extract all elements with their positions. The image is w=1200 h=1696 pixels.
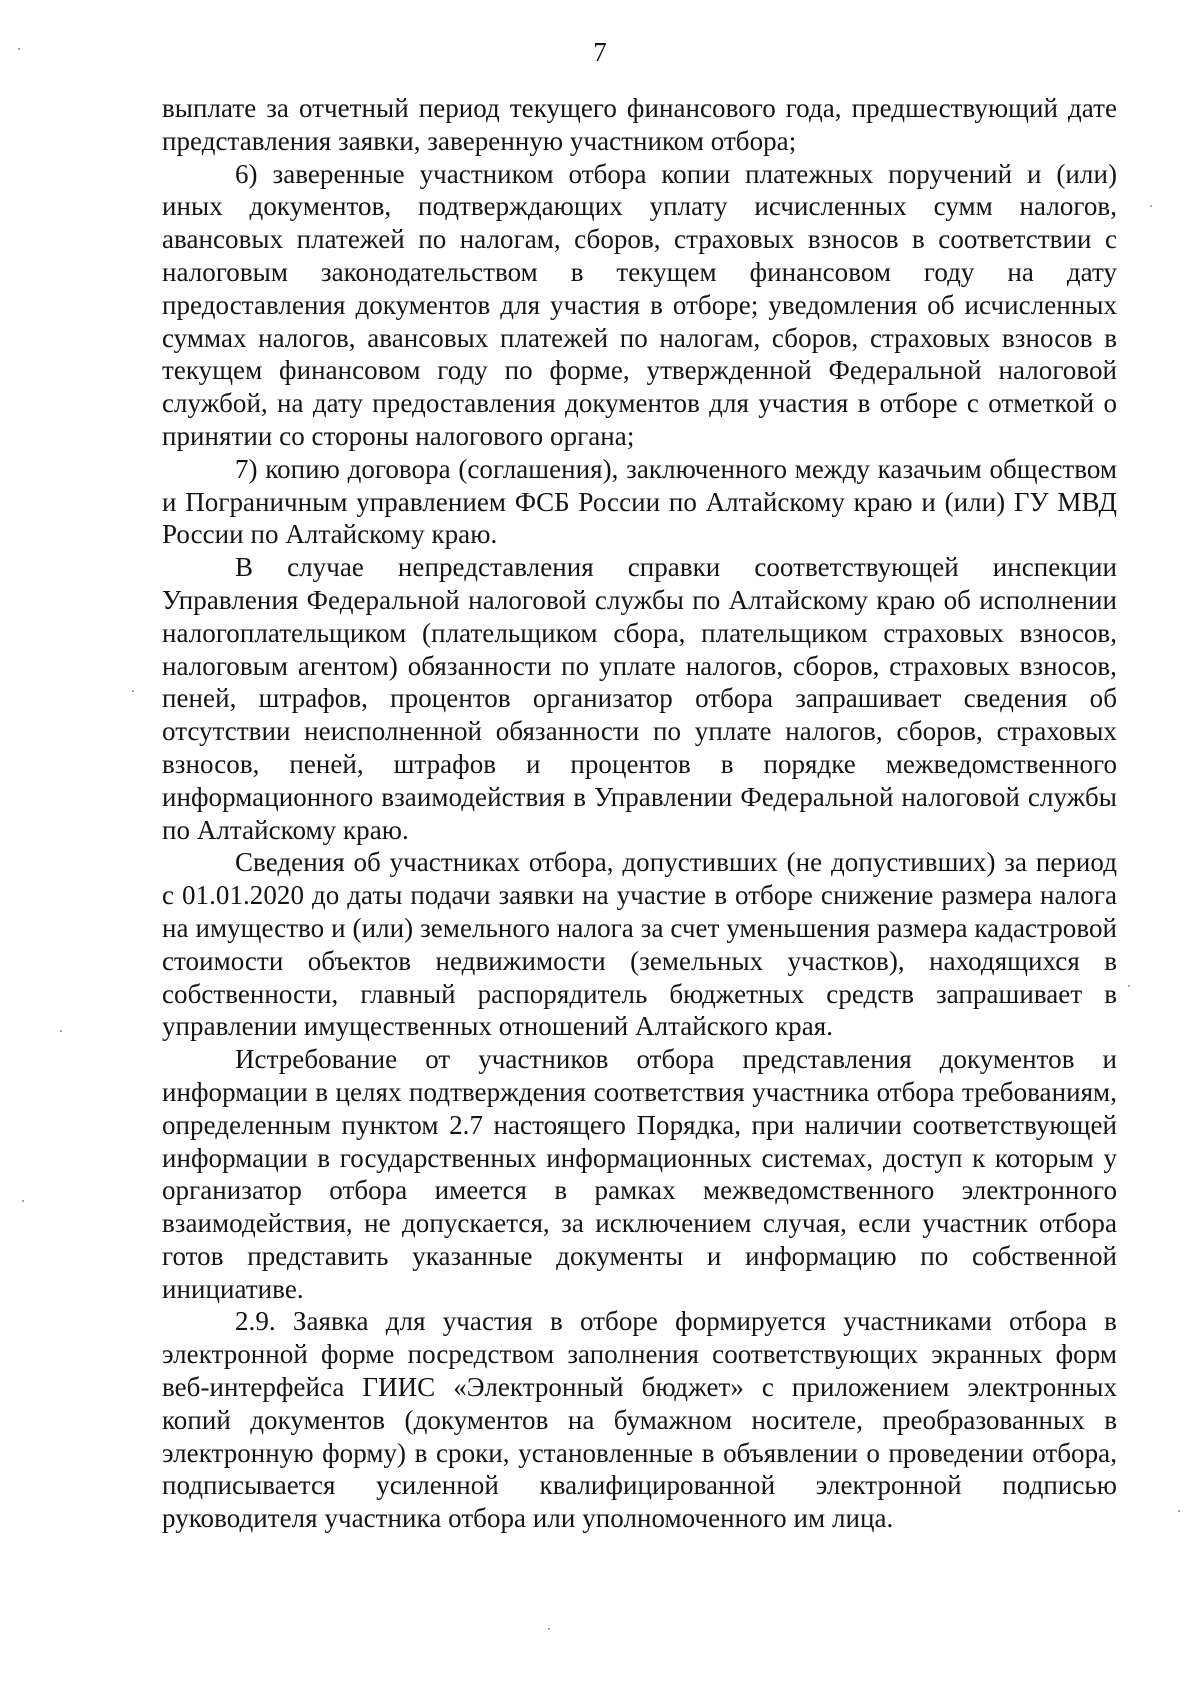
paragraph-continuation: выплате за отчетный период текущего финансового года, предшествующий дате представления заявки, заверенную участником отбора; bbox=[162, 93, 1117, 156]
document-body bbox=[162, 92, 1117, 1535]
scan-speck bbox=[22, 1200, 24, 1202]
paragraph-tax-certificate: В случае непредставления справки соответствующей инспекции Управления Федеральной налоговой службы по Алтайскому краю об исполнении налогоплательщиком (плательщиком сбора, плательщиком страховых взносов, налоговым агентом) обязанности по уплате налогов, сборов, страховых взносов, пеней, штрафов, процентов организатор отбора запрашивает сведения об отсутствии неисполненной обязанности по уплате налогов, сборов, страховых взносов, пеней, штрафов и процентов в порядке межведомственного информационного взаимодействия в Управлении Федеральной налоговой службы по Алтайскому краю. bbox=[162, 552, 1117, 845]
scan-speck bbox=[1150, 205, 1152, 207]
paragraph-item-7: 7) копию договора (соглашения), заключенного между казачьим обществом и Пограничным управлением ФСБ России по Алтайскому краю и (или) ГУ МВД России по Алтайскому краю. bbox=[162, 453, 1117, 550]
scan-speck bbox=[18, 48, 20, 50]
scan-speck bbox=[1178, 1510, 1180, 1512]
page-number: 7 bbox=[593, 37, 607, 67]
scan-speck bbox=[548, 1628, 550, 1630]
scan-speck bbox=[132, 690, 134, 692]
paragraph-item-6: 6) заверенные участником отбора копии платежных поручений и (или) иных документов, подтверждающих уплату исчисленных сумм налогов, авансовых платежей по налогам, сборов, страховых взносов в соответствии с налоговым законодательством в текущем финансовом году на дату предоставления документов для участия в отборе; уведомления об исчисленных суммах налогов, авансовых платежей по налогам, сборов, страховых взносов в текущем финансовом году по форме, утвержденной Федеральной налоговой службой, на дату предоставления документов для участия в отборе с отметкой о принятии со стороны налогового органа; bbox=[162, 158, 1117, 451]
paragraph-section-2-9: 2.9. Заявка для участия в отборе формируется участниками отбора в электронной форме посредством заполнения соответствующих экранных форм веб-интерфейса ГИИС «Электронный бюджет» с приложением электронных копий документов (документов на бумажном носителе, преобразованных в электронную форму) в сроки, установленные в объявлении о проведении отбора, подписывается усиленной квалифицированной электронной подписью руководителя участника отбора или уполномоченного им лица. bbox=[162, 1306, 1117, 1534]
paragraph-document-request: Истребование от участников отбора представления документов и информации в целях подтверждения соответствия участника отбора требованиям, определенным пунктом 2.7 настоящего Порядка, при наличии соответствующей информации в государственных информационных системах, доступ к которым у организатор отбора имеется в рамках межведомственного электронного взаимодействия, не допускается, за исключением случая, если участник отбора готов представить указанные документы и информацию по собственной инициативе. bbox=[162, 1044, 1117, 1304]
scan-speck bbox=[60, 1030, 62, 1032]
paragraph-participant-info: Сведения об участниках отбора, допустивших (не допустивших) за период с 01.01.2020 до даты подачи заявки на участие в отборе снижение размера налога на имущество и (или) земельного налога за счет уменьшения размера кадастровой стоимости объектов недвижимости (земельных участков), находящихся в собственности, главный распорядитель бюджетных средств запрашивает в управлении имущественных отношений Алтайского края. bbox=[162, 847, 1117, 1042]
scan-speck bbox=[1128, 985, 1130, 987]
